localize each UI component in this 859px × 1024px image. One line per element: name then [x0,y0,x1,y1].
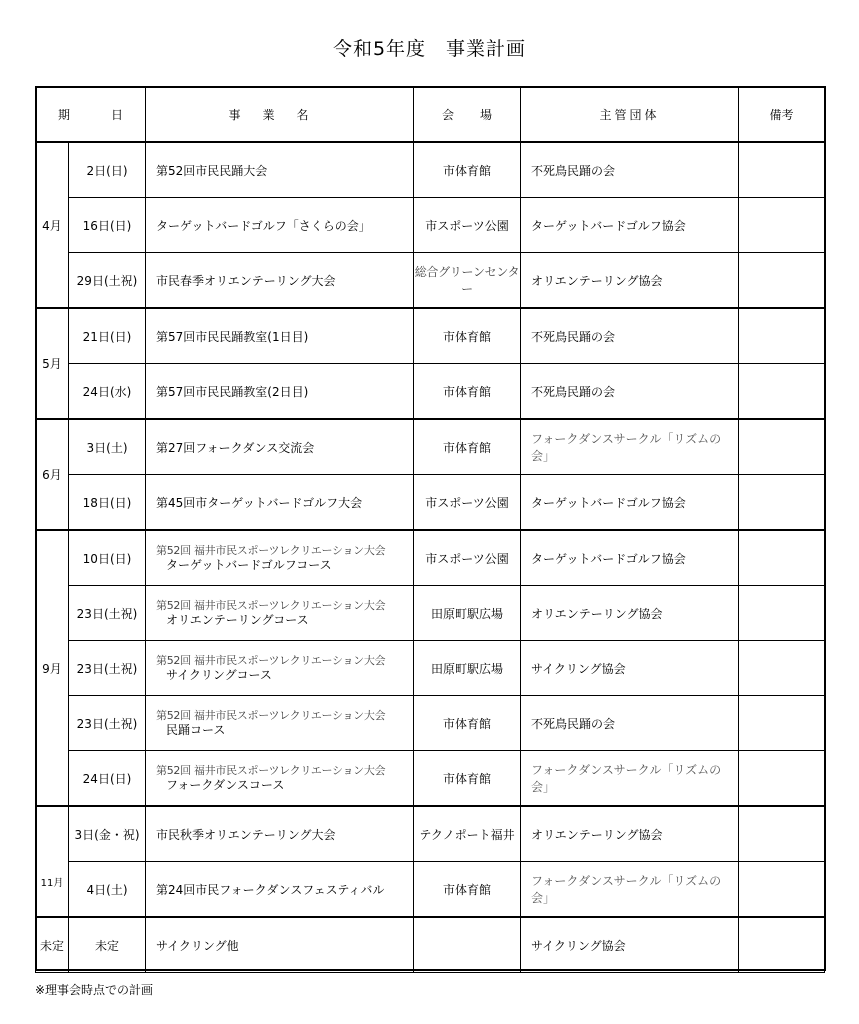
table-row [36,806,825,862]
header-row [36,87,825,143]
row-organizer: 不死鳥民踊の会 [521,142,739,198]
table-row [36,917,825,973]
row-date: 2日(日) [69,142,146,198]
row-venue: 市体育館 [414,862,521,918]
table-row [36,475,825,531]
month-label: 6月 [36,419,69,530]
row-date: 3日(金・祝) [69,806,146,862]
event-series: 第52回 福井市民スポーツレクリエーション大会 [156,653,386,667]
row-organizer: フォークダンスサークル「リズムの 会」 [521,751,739,807]
row-venue: 総合グリーンセンター [414,253,521,309]
row-event: 第52回市民民踊大会 [146,142,414,198]
header-event: 事業名 [146,87,414,143]
row-venue: 市体育館 [414,308,521,364]
table-row [36,641,825,696]
row-date: 21日(日) [69,308,146,364]
table-row [36,696,825,751]
month-label: 5月 [36,308,69,419]
row-event [146,751,414,807]
header-period: 期 日 [36,87,146,143]
page-title: 令和5年度 事業計画 [332,38,527,60]
row-date: 18日(日) [69,475,146,531]
row-organizer: ターゲットバードゴルフ協会 [521,198,739,253]
event-course: 民踊コース [166,722,226,737]
row-event: 第45回市ターゲットバードゴルフ大会 [146,475,414,531]
row-event [146,641,414,696]
row-venue: 市スポーツ公園 [414,530,521,586]
row-event [146,586,414,641]
row-remarks [739,308,825,364]
row-remarks [739,586,825,641]
event-series: 第52回 福井市民スポーツレクリエーション大会 [156,543,386,557]
row-venue: テクノポート福井 [414,806,521,862]
table-row [36,419,825,475]
row-organizer: 不死鳥民踊の会 [521,364,739,420]
row-remarks [739,806,825,862]
row-organizer: フォークダンスサークル「リズムの会」 [521,862,739,918]
row-event [146,530,414,586]
month-label: 4月 [36,142,69,308]
row-organizer: サイクリング協会 [521,917,739,973]
row-organizer: サイクリング協会 [521,641,739,696]
event-series: 第52回 福井市民スポーツレクリエーション大会 [156,708,386,722]
row-venue: 田原町駅広場 [414,586,521,641]
row-remarks [739,751,825,807]
row-date: 23日(土祝) [69,641,146,696]
table-row [36,253,825,309]
row-organizer: オリエンテーリング協会 [521,253,739,309]
row-date: 未定 [69,917,146,973]
header-venue: 会場 [414,87,521,143]
row-remarks [739,862,825,918]
row-date: 10日(日) [69,530,146,586]
row-event: 市民秋季オリエンテーリング大会 [146,806,414,862]
month-label: 9月 [36,530,69,806]
row-event: サイクリング他 [146,917,414,973]
row-remarks [739,253,825,309]
row-date: 24日(水) [69,364,146,420]
event-course: フォークダンスコース [166,777,285,792]
header-remarks: 備考 [739,87,825,143]
row-date: 16日(日) [69,198,146,253]
row-remarks [739,364,825,420]
row-remarks [739,142,825,198]
row-venue: 市スポーツ公園 [414,475,521,531]
row-event: 第27回フォークダンス交流会 [146,419,414,475]
row-remarks [739,696,825,751]
month-label: 未定 [36,917,69,973]
table-row [36,142,825,198]
row-organizer: オリエンテーリング協会 [521,806,739,862]
row-event: 市民春季オリエンテーリング大会 [146,253,414,309]
row-venue: 市体育館 [414,751,521,807]
row-date: 29日(土祝) [69,253,146,309]
table-row [36,308,825,364]
table-row [36,198,825,253]
table-row [36,751,825,807]
event-course: オリエンテーリングコース [166,612,309,627]
footnote: ※理事会時点での計画 [35,983,154,997]
row-venue: 市スポーツ公園 [414,198,521,253]
month-label: 11月 [36,806,69,917]
row-remarks [739,419,825,475]
row-organizer: ターゲットバードゴルフ協会 [521,475,739,531]
event-series: 第52回 福井市民スポーツレクリエーション大会 [156,598,386,612]
row-venue: 市体育館 [414,142,521,198]
event-course: サイクリングコース [166,667,272,682]
row-remarks [739,475,825,531]
row-remarks [739,641,825,696]
row-venue: 市体育館 [414,419,521,475]
schedule-table [35,86,825,973]
event-series: 第52回 福井市民スポーツレクリエーション大会 [156,763,386,777]
row-event: 第57回市民民踊教室(2日目) [146,364,414,420]
row-event [146,696,414,751]
row-remarks [739,198,825,253]
table-row [36,862,825,918]
row-organizer: オリエンテーリング協会 [521,586,739,641]
row-event: 第57回市民民踊教室(1日目) [146,308,414,364]
row-organizer: フォークダンスサークル「リズムの会」 [521,419,739,475]
row-date: 4日(土) [69,862,146,918]
row-venue: 田原町駅広場 [414,641,521,696]
row-organizer: 不死鳥民踊の会 [521,696,739,751]
row-date: 3日(土) [69,419,146,475]
row-date: 23日(土祝) [69,586,146,641]
table-row [36,530,825,586]
row-organizer: ターゲットバードゴルフ協会 [521,530,739,586]
row-date: 23日(土祝) [69,696,146,751]
header-organizer: 主管団体 [521,87,739,143]
row-venue [414,917,521,973]
row-event: ターゲットバードゴルフ「さくらの会」 [146,198,414,253]
event-course: ターゲットバードゴルフコース [166,557,332,572]
table-row [36,586,825,641]
row-remarks [739,917,825,973]
row-organizer: 不死鳥民踊の会 [521,308,739,364]
row-venue: 市体育館 [414,364,521,420]
row-remarks [739,530,825,586]
row-event: 第24回市民フォークダンスフェスティバル [146,862,414,918]
row-venue: 市体育館 [414,696,521,751]
row-date: 24日(日) [69,751,146,807]
table-row [36,364,825,420]
